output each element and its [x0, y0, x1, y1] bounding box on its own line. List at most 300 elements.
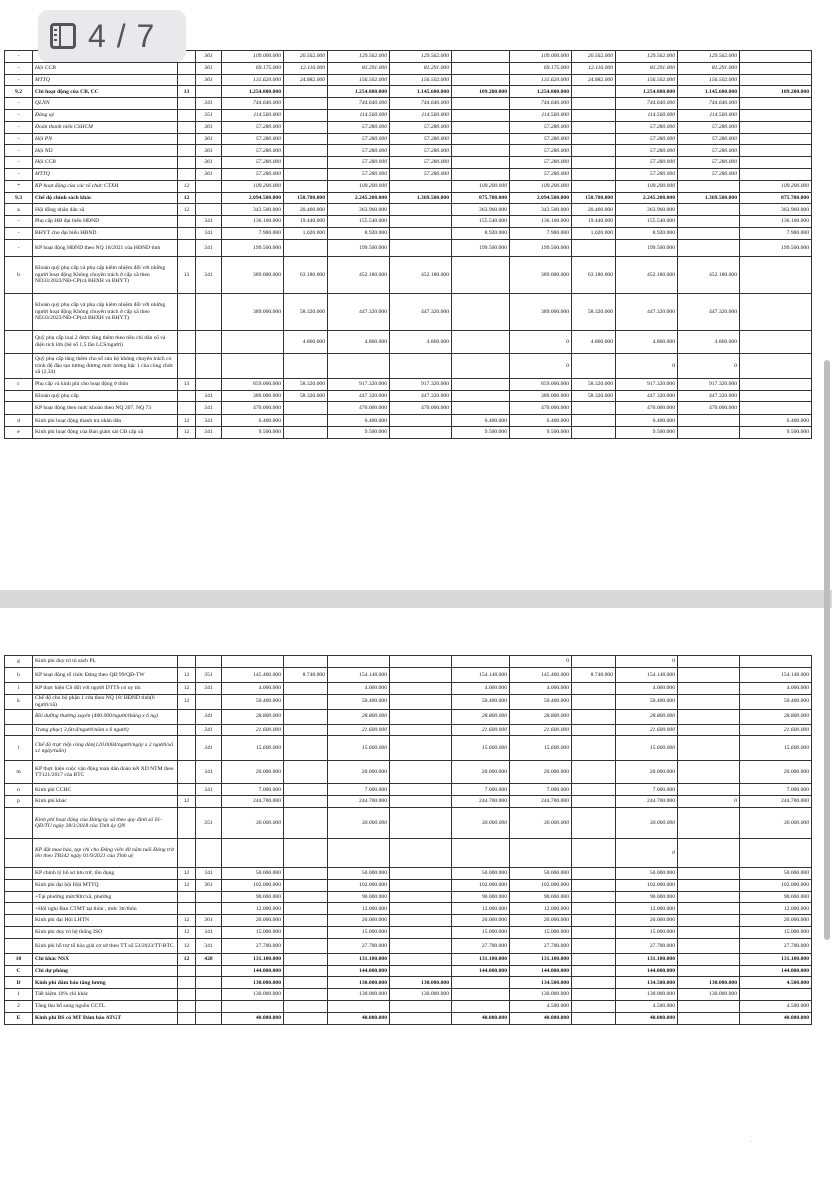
cell [452, 293, 510, 330]
cell: 6.400.000 [510, 415, 572, 427]
cell: 363.960.000 [616, 204, 678, 216]
cell: 4.500.000 [740, 977, 812, 989]
cell [572, 807, 616, 838]
cell [196, 330, 222, 353]
cell: 130.000.000 [678, 977, 740, 989]
cell: 15.600.000 [328, 736, 390, 761]
cell [572, 180, 616, 192]
cell [452, 353, 510, 378]
cell: 15.000.000 [222, 926, 284, 938]
cell [572, 724, 616, 736]
cell [390, 239, 452, 256]
cell: 102.000.000 [328, 879, 390, 891]
cell: 90.000.000 [222, 891, 284, 903]
cell: 50.000.000 [740, 867, 812, 879]
cell: 134.500.000 [616, 977, 678, 989]
row-label: Hội CCB [33, 157, 178, 169]
cell: 144.000.000 [452, 965, 510, 977]
cell [284, 427, 328, 439]
cell: 57.280.000 [510, 145, 572, 157]
cell: 131.620.000 [222, 74, 284, 86]
row-label: Kinh phí hỗ trợ tổ hòa giải cơ sở theo TT số 53/2023/TT-BTC [33, 938, 178, 953]
row-label: Kinh phí đảm bảo tăng lương [33, 977, 178, 989]
cell [678, 656, 740, 668]
cell: 470.000.000 [328, 402, 390, 415]
cell: 2.245.208.000 [616, 192, 678, 204]
cell: 199.500.000 [740, 239, 812, 256]
cell: 114.560.000 [328, 109, 390, 121]
cell: 114.560.000 [390, 109, 452, 121]
cell: 102.000.000 [616, 879, 678, 891]
cell: 351 [196, 109, 222, 121]
row-index: - [5, 157, 33, 169]
cell: 57.280.000 [678, 133, 740, 145]
cell [390, 1012, 452, 1024]
cell [740, 62, 812, 74]
cell [390, 656, 452, 668]
cell: 57.280.000 [390, 145, 452, 157]
cell: 1.254.800.000 [222, 86, 284, 98]
cell: 12.000.000 [510, 903, 572, 915]
row-label: QLNN [33, 98, 178, 110]
cell: 447.320.000 [678, 293, 740, 330]
cell: 28.800.000 [740, 709, 812, 724]
row-label: Hội ND [33, 145, 178, 157]
cell [178, 62, 196, 74]
row-label: Kinh phí khác [33, 796, 178, 808]
row-label: Chi khác NSX [33, 953, 178, 965]
cell: 361 [196, 74, 222, 86]
cell: 6.400.000 [740, 415, 812, 427]
cell: 341 [196, 761, 222, 784]
cell: 4.000.000 [222, 682, 284, 694]
cell: 20.000.000 [740, 761, 812, 784]
cell [178, 145, 196, 157]
row-index: p [5, 796, 33, 808]
cell: 447.320.000 [616, 293, 678, 330]
cell [740, 145, 812, 157]
cell [678, 216, 740, 228]
cell [572, 1000, 616, 1012]
table-row [5, 62, 812, 74]
cell [196, 378, 222, 390]
cell: 363.960.000 [740, 204, 812, 216]
cell [678, 915, 740, 927]
cell: 57.280.000 [328, 133, 390, 145]
cell: 57.280.000 [616, 121, 678, 133]
cell [284, 109, 328, 121]
cell: 361 [196, 121, 222, 133]
cell [572, 784, 616, 796]
cell: 7.000.000 [740, 784, 812, 796]
cell [222, 353, 284, 378]
cell [740, 157, 812, 169]
cell: 361 [196, 145, 222, 157]
cell: 452.180.000 [678, 256, 740, 293]
row-index: E [5, 1012, 33, 1024]
cell [678, 784, 740, 796]
table-row [5, 390, 812, 402]
cell: 452.180.000 [328, 256, 390, 293]
cell [572, 838, 616, 867]
cell: 389.000.000 [510, 256, 572, 293]
cell: 57.280.000 [678, 168, 740, 180]
row-index [5, 709, 33, 724]
cell: 20.460.000 [284, 204, 328, 216]
row-index: b [5, 256, 33, 293]
cell [178, 1000, 196, 1012]
table-row [5, 656, 812, 668]
cell: 199.500.000 [616, 239, 678, 256]
cell: 363.960.000 [328, 204, 390, 216]
cell [390, 353, 452, 378]
row-index [5, 915, 33, 927]
cell [572, 938, 616, 953]
cell: 20.000.000 [222, 915, 284, 927]
table-row [5, 879, 812, 891]
cell: 58.320.000 [284, 293, 328, 330]
cell [572, 965, 616, 977]
cell: 155.540.000 [616, 216, 678, 228]
cell: 341 [196, 736, 222, 761]
cell [740, 74, 812, 86]
cell: 58.320.000 [572, 390, 616, 402]
cell: 351 [196, 807, 222, 838]
cell [196, 1000, 222, 1012]
cell [678, 903, 740, 915]
cell: 27.700.000 [222, 938, 284, 953]
cell [284, 838, 328, 867]
cell [284, 353, 328, 378]
cell [452, 390, 510, 402]
cell: 24.882.000 [572, 74, 616, 86]
cell: 20.000.000 [328, 915, 390, 927]
scrollbar[interactable] [824, 360, 830, 940]
cell [196, 204, 222, 216]
row-label: Kinh phí đại Hội LHTN [33, 915, 178, 927]
cell [284, 879, 328, 891]
row-label: Hội đồng nhân dân xã [33, 204, 178, 216]
cell: 470.000.000 [222, 402, 284, 415]
cell [196, 694, 222, 709]
cell: 341 [196, 402, 222, 415]
cell: 470.000.000 [510, 402, 572, 415]
cell: 2.094.500.000 [222, 192, 284, 204]
cell: 341 [196, 938, 222, 953]
cell [740, 168, 812, 180]
cell [390, 204, 452, 216]
page-indicator[interactable] [38, 10, 186, 62]
cell: 144.000.000 [616, 965, 678, 977]
cell: 102.000.000 [740, 879, 812, 891]
cell: 8.920.000 [328, 227, 390, 239]
cell: 150.708.000 [572, 192, 616, 204]
cell [572, 682, 616, 694]
cell: 6.400.000 [222, 415, 284, 427]
cell [178, 965, 196, 977]
cell: 109.200.000 [328, 180, 390, 192]
cell [178, 903, 196, 915]
row-label: KP thực hiện CS đối với người DTTS có uy tín [33, 682, 178, 694]
cell [678, 879, 740, 891]
cell [390, 682, 452, 694]
cell [178, 656, 196, 668]
cell [284, 724, 328, 736]
cell: 4.000.000 [510, 682, 572, 694]
cell: 57.280.000 [328, 145, 390, 157]
cell: 27.700.000 [510, 938, 572, 953]
table-row [5, 682, 812, 694]
row-label: KP hoạt động theo mức khoán theo NQ 207, NQ 73 [33, 402, 178, 415]
row-label: +Hội nghị Ban CTMT tại thôn , mức 3tr/thôn [33, 903, 178, 915]
row-index: - [5, 168, 33, 180]
cell: 1.145.600.000 [678, 86, 740, 98]
cell: 12 [178, 915, 196, 927]
cell [178, 761, 196, 784]
cell: 15.600.000 [452, 736, 510, 761]
cell: 2.245.208.000 [328, 192, 390, 204]
cell: 90.000.000 [328, 891, 390, 903]
cell: 20.000.000 [222, 761, 284, 784]
row-label: Chi dự phòng [33, 965, 178, 977]
cell [740, 402, 812, 415]
cell: 447.320.000 [678, 390, 740, 402]
table-row [5, 145, 812, 157]
cell: 81.291.000 [390, 62, 452, 74]
cell: 341 [196, 926, 222, 938]
row-label: MTTQ [33, 74, 178, 86]
cell: 27.700.000 [740, 938, 812, 953]
cell [284, 180, 328, 192]
cell: 7.000.000 [616, 784, 678, 796]
cell: 12.000.000 [452, 903, 510, 915]
cell [572, 761, 616, 784]
cell: 341 [196, 239, 222, 256]
cell: 341 [196, 427, 222, 439]
cell: 8.748.000 [284, 667, 328, 682]
cell: 50.400.000 [452, 694, 510, 709]
row-label: Khoản quỹ phụ cấp [33, 390, 178, 402]
cell [390, 427, 452, 439]
cell [284, 239, 328, 256]
cell [284, 1012, 328, 1024]
cell: 57.280.000 [390, 133, 452, 145]
cell [390, 227, 452, 239]
cell [178, 784, 196, 796]
cell: 50.000.000 [222, 867, 284, 879]
cell: 744.640.000 [510, 98, 572, 110]
row-label: Chế độ trực tiếp công dân(120.000đ/người/ngày x 2 người/xã x1 ngày/tuần) [33, 736, 178, 761]
table-row [5, 784, 812, 796]
cell [390, 724, 452, 736]
cell: 81.291.000 [678, 62, 740, 74]
cell: 28.800.000 [452, 709, 510, 724]
table-row [5, 989, 812, 1001]
row-label: Kinh phí CCHC [33, 784, 178, 796]
cell [678, 1000, 740, 1012]
cell: 114.560.000 [222, 109, 284, 121]
cell: 389.000.000 [222, 390, 284, 402]
row-index [5, 879, 33, 891]
cell: 30.000.000 [510, 807, 572, 838]
cell [510, 838, 572, 867]
cell [284, 415, 328, 427]
row-index: - [5, 227, 33, 239]
cell [196, 293, 222, 330]
cell: 21.600.000 [328, 724, 390, 736]
cell [390, 761, 452, 784]
cell: 154.148.000 [328, 667, 390, 682]
cell: 4.860.000 [616, 330, 678, 353]
cell: 130.000.000 [616, 989, 678, 1001]
row-index: k [5, 694, 33, 709]
cell: 130.000.000 [328, 977, 390, 989]
cell [390, 903, 452, 915]
cell: 12 [178, 667, 196, 682]
table-row [5, 378, 812, 390]
cell: 102.000.000 [510, 879, 572, 891]
cell: 27.700.000 [452, 938, 510, 953]
cell: 114.560.000 [616, 109, 678, 121]
row-index: C [5, 965, 33, 977]
cell: 341 [196, 709, 222, 724]
cell: 447.320.000 [616, 390, 678, 402]
cell [284, 938, 328, 953]
row-index [5, 330, 33, 353]
cell: 7.900.000 [222, 227, 284, 239]
cell: 57.280.000 [678, 121, 740, 133]
cell: 452.180.000 [616, 256, 678, 293]
cell: 50.400.000 [328, 694, 390, 709]
table-row [5, 427, 812, 439]
cell: 4.860.000 [328, 330, 390, 353]
cell: 6.400.000 [328, 415, 390, 427]
row-index: l [5, 736, 33, 761]
table-row [5, 891, 812, 903]
cell: 917.320.000 [616, 378, 678, 390]
table-row [5, 216, 812, 228]
cell: 12 [178, 192, 196, 204]
cell [452, 256, 510, 293]
cell: 90.000.000 [452, 891, 510, 903]
cell [178, 977, 196, 989]
row-index: n [5, 784, 33, 796]
cell [678, 761, 740, 784]
cell [572, 953, 616, 965]
cell: 50.400.000 [616, 694, 678, 709]
cell: 9.500.000 [222, 427, 284, 439]
cell: 0 [510, 656, 572, 668]
cell: 156.502.000 [390, 74, 452, 86]
cell [678, 709, 740, 724]
table-row [5, 796, 812, 808]
cell [572, 98, 616, 110]
cell: 12.000.000 [222, 903, 284, 915]
cell [284, 953, 328, 965]
cell: 0 [510, 330, 572, 353]
cell: 15.600.000 [616, 736, 678, 761]
cell [178, 736, 196, 761]
cell: 58.320.000 [284, 378, 328, 390]
row-index: - [5, 145, 33, 157]
cell: 136.100.000 [222, 216, 284, 228]
table-row [5, 953, 812, 965]
row-label: Phụ cấp HĐ đại biểu HĐND [33, 216, 178, 228]
cell: 12 [178, 694, 196, 709]
cell: 452.180.000 [390, 256, 452, 293]
cell [452, 838, 510, 867]
row-label: Kinh phí duy trì hệ thống ISO [33, 926, 178, 938]
cell [284, 796, 328, 808]
cell: 12.000.000 [616, 903, 678, 915]
cell: 57.280.000 [222, 145, 284, 157]
cell [678, 204, 740, 216]
cell [740, 378, 812, 390]
row-label: Khoản quỹ phụ cấp và phụ cấp kiêm nhiệm đối với những người hoạt động Không chuyên trách ở cấp xã theo ND33/2023/NĐ-CP(cả BHXH và BHYT) [33, 293, 178, 330]
cell: 40.000.000 [510, 1012, 572, 1024]
cell: 20.000.000 [328, 761, 390, 784]
table-row [5, 86, 812, 98]
cell: 19.440.000 [572, 216, 616, 228]
cell: 2.094.500.000 [510, 192, 572, 204]
cell: 102.000.000 [452, 879, 510, 891]
cell [178, 709, 196, 724]
row-label: Kinh phí BS có MT Đảm bảo ATGT [33, 1012, 178, 1024]
row-label: KP hoạt động tổ chức Đảng theo QĐ 99/QĐ-TW [33, 667, 178, 682]
cell: 8.920.000 [616, 227, 678, 239]
cell [390, 709, 452, 724]
cell [678, 667, 740, 682]
cell: 0 [616, 838, 678, 867]
cell: 81.291.000 [328, 62, 390, 74]
table-row [5, 807, 812, 838]
cell [572, 239, 616, 256]
cell: 20.000.000 [452, 915, 510, 927]
cell [678, 239, 740, 256]
cell: 15.600.000 [740, 736, 812, 761]
cell [390, 1000, 452, 1012]
cell: 744.640.000 [328, 98, 390, 110]
cell [572, 415, 616, 427]
cell [178, 1012, 196, 1024]
cell: 20.000.000 [510, 915, 572, 927]
cell: 7.900.000 [740, 227, 812, 239]
cell: 15.000.000 [616, 926, 678, 938]
cell [678, 694, 740, 709]
cell [284, 133, 328, 145]
table-row [5, 157, 812, 169]
cell [572, 903, 616, 915]
row-label: Bồi dưỡng thường xuyên (400.000/người/tháng x 6 ng) [33, 709, 178, 724]
row-label: Đoàn thanh niên CSHCM [33, 121, 178, 133]
cell [178, 390, 196, 402]
cell: 7.000.000 [510, 784, 572, 796]
cell: 57.280.000 [616, 157, 678, 169]
cell: 1.369.500.000 [390, 192, 452, 204]
cell: 0 [616, 656, 678, 668]
cell: 30.000.000 [616, 807, 678, 838]
cell: 8.748.000 [572, 667, 616, 682]
cell [390, 867, 452, 879]
cell: 447.320.000 [328, 390, 390, 402]
cell: 57.280.000 [222, 121, 284, 133]
cell: 130.000.000 [390, 989, 452, 1001]
cell: 27.700.000 [616, 938, 678, 953]
cell: 12 [178, 204, 196, 216]
row-label: Quỹ phụ cấp loại 2 được tăng thêm theo tiêu chí dân số và diện tích lớn (hệ số 1,5 lần LCS/người) [33, 330, 178, 353]
cell: 28.800.000 [616, 709, 678, 724]
cell [572, 121, 616, 133]
